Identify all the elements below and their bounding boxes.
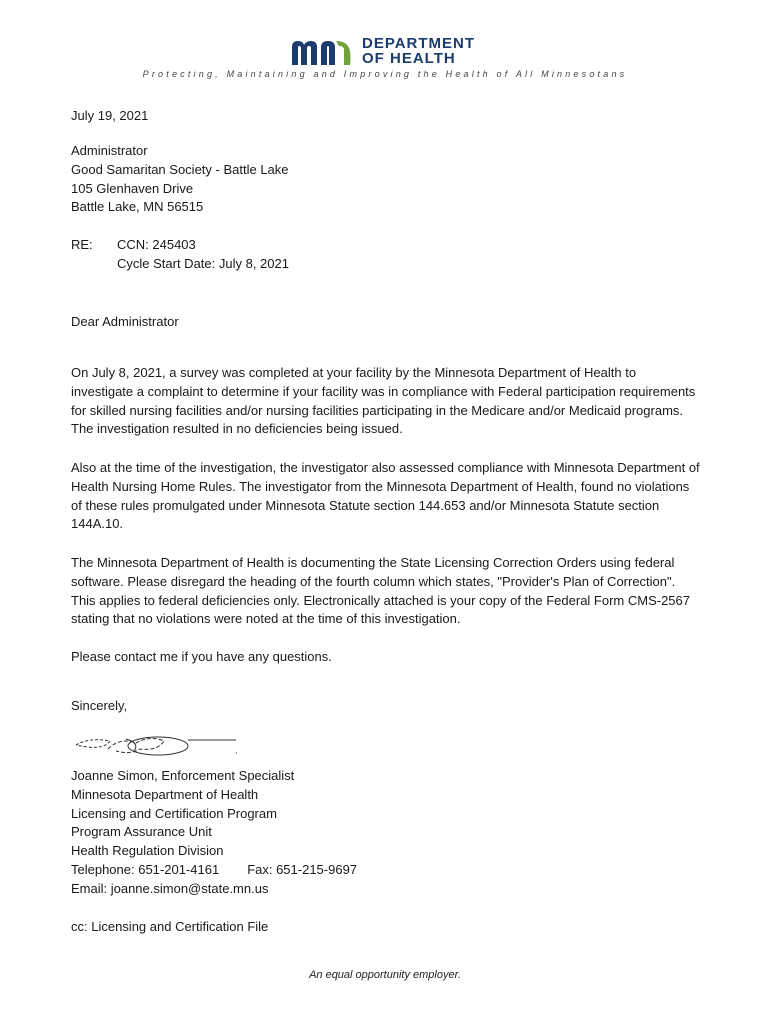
- signer-unit: Program Assurance Unit: [71, 824, 212, 840]
- signer-email: Email: joanne.simon@state.mn.us: [71, 880, 269, 896]
- body-paragraph: On July 8, 2021, a survey was completed at your facility by the Minnesota Department of Health to investigate a complaint to determine if your facility was in compliance with Federal participation requirements for skilled nursing facilities and/or nursing facilities participating in the Medicare and/or Medicaid programs. The investigation resulted in no deficiencies being issued.: [71, 365, 696, 437]
- cycle-start-date: Cycle Start Date: July 8, 2021: [117, 255, 289, 271]
- recipient-line: Good Samaritan Society - Battle Lake: [71, 161, 289, 177]
- signer-name-title: Joanne Simon, Enforcement Specialist: [71, 768, 295, 783]
- signer-fax: Fax: 651-215-9697: [247, 861, 358, 877]
- recipient-line: Administrator: [71, 143, 148, 158]
- recipient-line: Battle Lake, MN 56515: [71, 199, 204, 215]
- tagline: Protecting, Maintaining and Improving the Health of All Minnesotans: [142, 69, 628, 79]
- letter-date: July 19, 2021: [71, 108, 149, 123]
- re-label: RE:: [71, 237, 93, 252]
- wordmark-line-1: DEPARTMENT: [362, 35, 476, 52]
- footer-text: An equal opportunity employer.: [309, 969, 461, 981]
- signer-division: Health Regulation Division: [71, 843, 224, 859]
- department-wordmark: [362, 36, 475, 66]
- handwritten-signature: [70, 731, 242, 761]
- signer-phone-fax: [71, 861, 357, 880]
- body-paragraph: Also at the time of the investigation, the investigator also assessed compliance with Minnesota Department of Health Nursing Home Rules. The investigator from the Minnesota Department of Health, found no violations of these rules promulgated under Minnesota Statute section 144.653 and/or Minnesota Statute section 144A.10.: [71, 460, 700, 532]
- body-paragraph: Please contact me if you have any questions.: [71, 649, 332, 664]
- re-details: [117, 236, 289, 274]
- recipient-address: [71, 142, 289, 217]
- wordmark-line-2: OF HEALTH: [362, 50, 456, 67]
- body-paragraph: The Minnesota Department of Health is documenting the State Licensing Correction Orders using federal software. Please disregard the heading of the fourth column which states, "Provider's Plan of Correction". This applies to federal deficiencies only. Electronically attached is your copy of the Federal Form CMS-2567 stating that no violations were noted at the time of this investigation.: [71, 555, 690, 627]
- letterhead: [290, 33, 475, 69]
- signer-program: Licensing and Certification Program: [71, 805, 277, 821]
- closing: Sincerely,: [71, 698, 128, 713]
- cc-line: cc: Licensing and Certification File: [71, 919, 269, 934]
- signer-org: Minnesota Department of Health: [71, 786, 259, 802]
- recipient-line: 105 Glenhaven Drive: [71, 180, 194, 196]
- mn-logo-icon: [290, 35, 354, 67]
- ccn-number: CCN: 245403: [117, 237, 196, 252]
- signer-telephone: Telephone: 651-201-4161: [71, 861, 220, 877]
- salutation: Dear Administrator: [71, 314, 179, 329]
- signature-block: [71, 767, 357, 899]
